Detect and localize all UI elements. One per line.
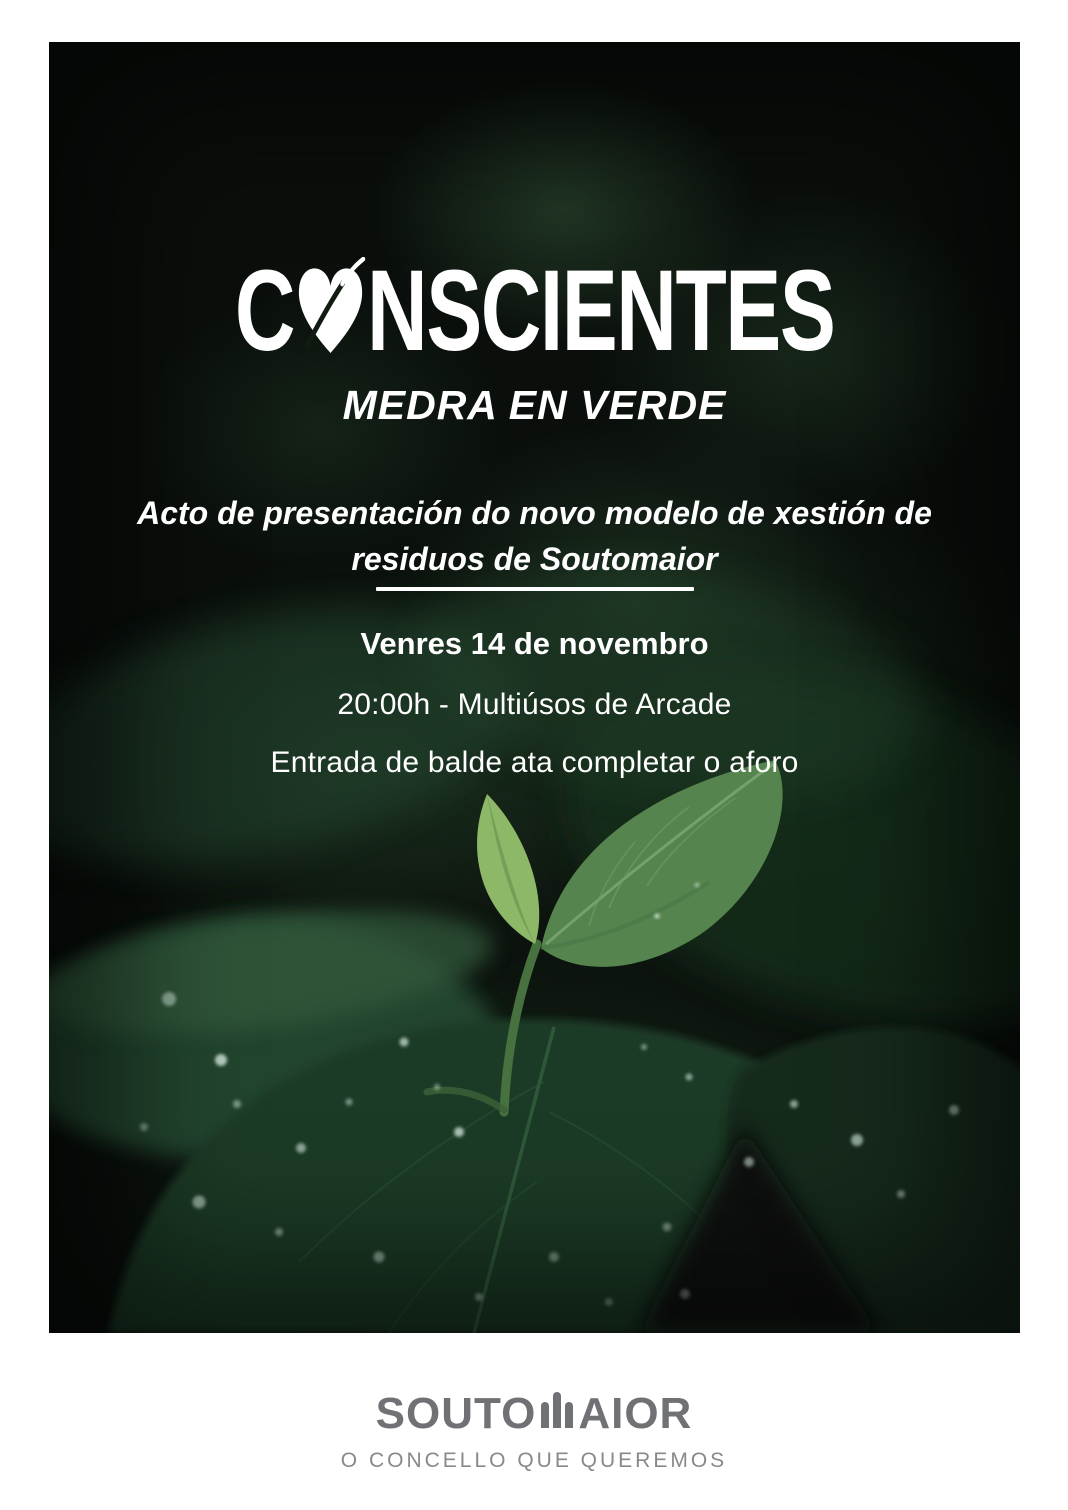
municipality-logo-suffix: AIOR	[578, 1389, 693, 1438]
municipality-logo-prefix: SOUTO	[375, 1389, 537, 1438]
event-date: Venres 14 de novembro	[360, 626, 709, 661]
brand-title	[49, 247, 1020, 375]
municipality-tagline: O CONCELLO QUE QUEREMOS	[340, 1449, 728, 1472]
three-bars-m-icon	[539, 1392, 575, 1436]
divider-rule	[376, 587, 694, 591]
brand-subtitle: MEDRA EN VERDE	[342, 382, 727, 428]
event-headline	[49, 490, 1020, 583]
brand-title-prefix: C	[234, 247, 294, 375]
event-time-place: 20:00h - Multiúsos de Arcade	[337, 688, 732, 721]
event-headline-line1: Acto de presentación do novo modelo de xestión de	[137, 495, 932, 531]
poster-text-overlay	[49, 42, 1020, 1333]
brand-title-inner	[234, 247, 835, 375]
municipality-logo	[0, 1389, 1068, 1438]
leaf-o-icon	[292, 257, 368, 357]
event-headline-line2: residuos de Soutomaior	[351, 541, 718, 578]
brand-title-suffix: NSCIENTES	[366, 247, 835, 375]
event-details	[49, 676, 1020, 792]
event-admission: Entrada de balde ata completar o aforo	[270, 745, 799, 779]
footer	[0, 1389, 1068, 1473]
